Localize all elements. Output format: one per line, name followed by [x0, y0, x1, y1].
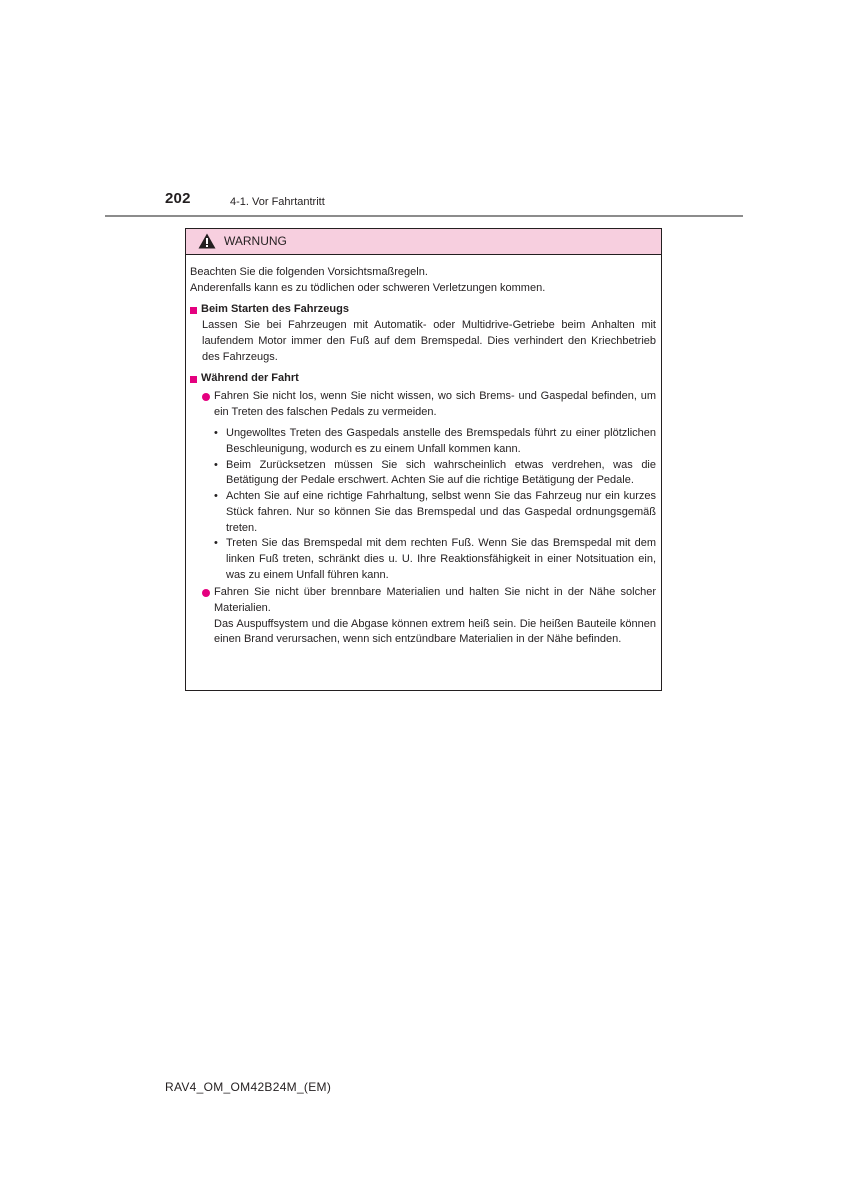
circle-bullet-icon	[202, 393, 210, 401]
sub-list-item-text: Beim Zurücksetzen müssen Sie sich wahrscheinlich etwas verdrehen, was die Betätigung der Pedale erschwert. Achten Sie auf die richtige Betätigung der Pedale.	[226, 458, 656, 487]
intro-line: Anderenfalls kann es zu tödlichen oder schweren Verletzungen kommen.	[190, 281, 546, 294]
section-heading-text: Beim Starten des Fahrzeugs	[201, 303, 349, 316]
warning-body	[186, 255, 661, 648]
square-bullet-icon	[190, 307, 197, 314]
bullet-dot-icon: •	[214, 490, 218, 503]
warning-title: WARNUNG	[224, 234, 287, 248]
page-number: 202	[165, 190, 191, 207]
bullet-dot-icon: •	[214, 458, 218, 471]
bullet-dot-icon: •	[214, 537, 218, 550]
footer-doc-code: RAV4_OM_OM42B24M_(EM)	[165, 1080, 332, 1094]
sub-list-item	[190, 489, 656, 536]
intro-line: Beachten Sie die folgenden Vorsichtsmaßregeln.	[190, 266, 428, 278]
warning-header	[186, 229, 661, 255]
header-rule	[105, 215, 743, 217]
sub-list-item-text: Ungewolltes Treten des Gaspedals anstelle des Bremspedals führt zu einer plötzlichen Beschleunigung, wodurch es zu einem Unfall kommen kann.	[226, 427, 656, 456]
list-item-text: Fahren Sie nicht über brennbare Materialien und halten Sie nicht in der Nähe solcher Materialien.	[214, 586, 656, 615]
sub-list-item	[190, 536, 656, 583]
list-item	[190, 585, 656, 616]
sub-list	[190, 426, 656, 583]
section-heading	[190, 371, 656, 387]
warning-box	[185, 228, 662, 691]
bullet-dot-icon: •	[214, 427, 218, 440]
list-item-continuation: Das Auspuffsystem und die Abgase können extrem heiß sein. Die heißen Bauteile können einen Brand verursachen, wenn sich entzündbare Materialien in der Nähe befinden.	[214, 617, 656, 646]
square-bullet-icon	[190, 376, 197, 383]
warning-triangle-icon	[198, 233, 216, 249]
sub-list-item-text: Achten Sie auf eine richtige Fahrhaltung, selbst wenn Sie das Fahrzeug nur ein kurzes Stück fahren. Nur so können Sie das Bremspedal und das Gaspedal ordnungsgemäß treten.	[226, 490, 656, 534]
circle-bullet-icon	[202, 589, 210, 597]
list-item	[190, 389, 656, 420]
section-heading-text: Während der Fahrt	[201, 372, 299, 385]
section-title: 4-1. Vor Fahrtantritt	[230, 196, 325, 208]
section-heading	[190, 302, 656, 318]
sub-list-item	[190, 458, 656, 489]
section-paragraph: Lassen Sie bei Fahrzeugen mit Automatik- oder Multidrive-Getriebe beim Anhalten mit laufendem Motor immer den Fuß auf dem Bremspedal. Dies verhindert den Kriechbetrieb des Fahrzeugs.	[202, 319, 656, 363]
list-item-text: Fahren Sie nicht los, wenn Sie nicht wissen, wo sich Brems- und Gaspedal befinden, um ein Treten des falschen Pedals zu vermeiden.	[214, 389, 656, 418]
sub-list-item-text: Treten Sie das Bremspedal mit dem rechten Fuß. Wenn Sie das Bremspedal mit dem linken Fuß treten, schränkt dies u. U. Ihre Reaktionsfähigkeit in einer Notsituation ein, was zu einem Unfall führen kann.	[226, 537, 656, 581]
sub-list-item	[190, 426, 656, 457]
